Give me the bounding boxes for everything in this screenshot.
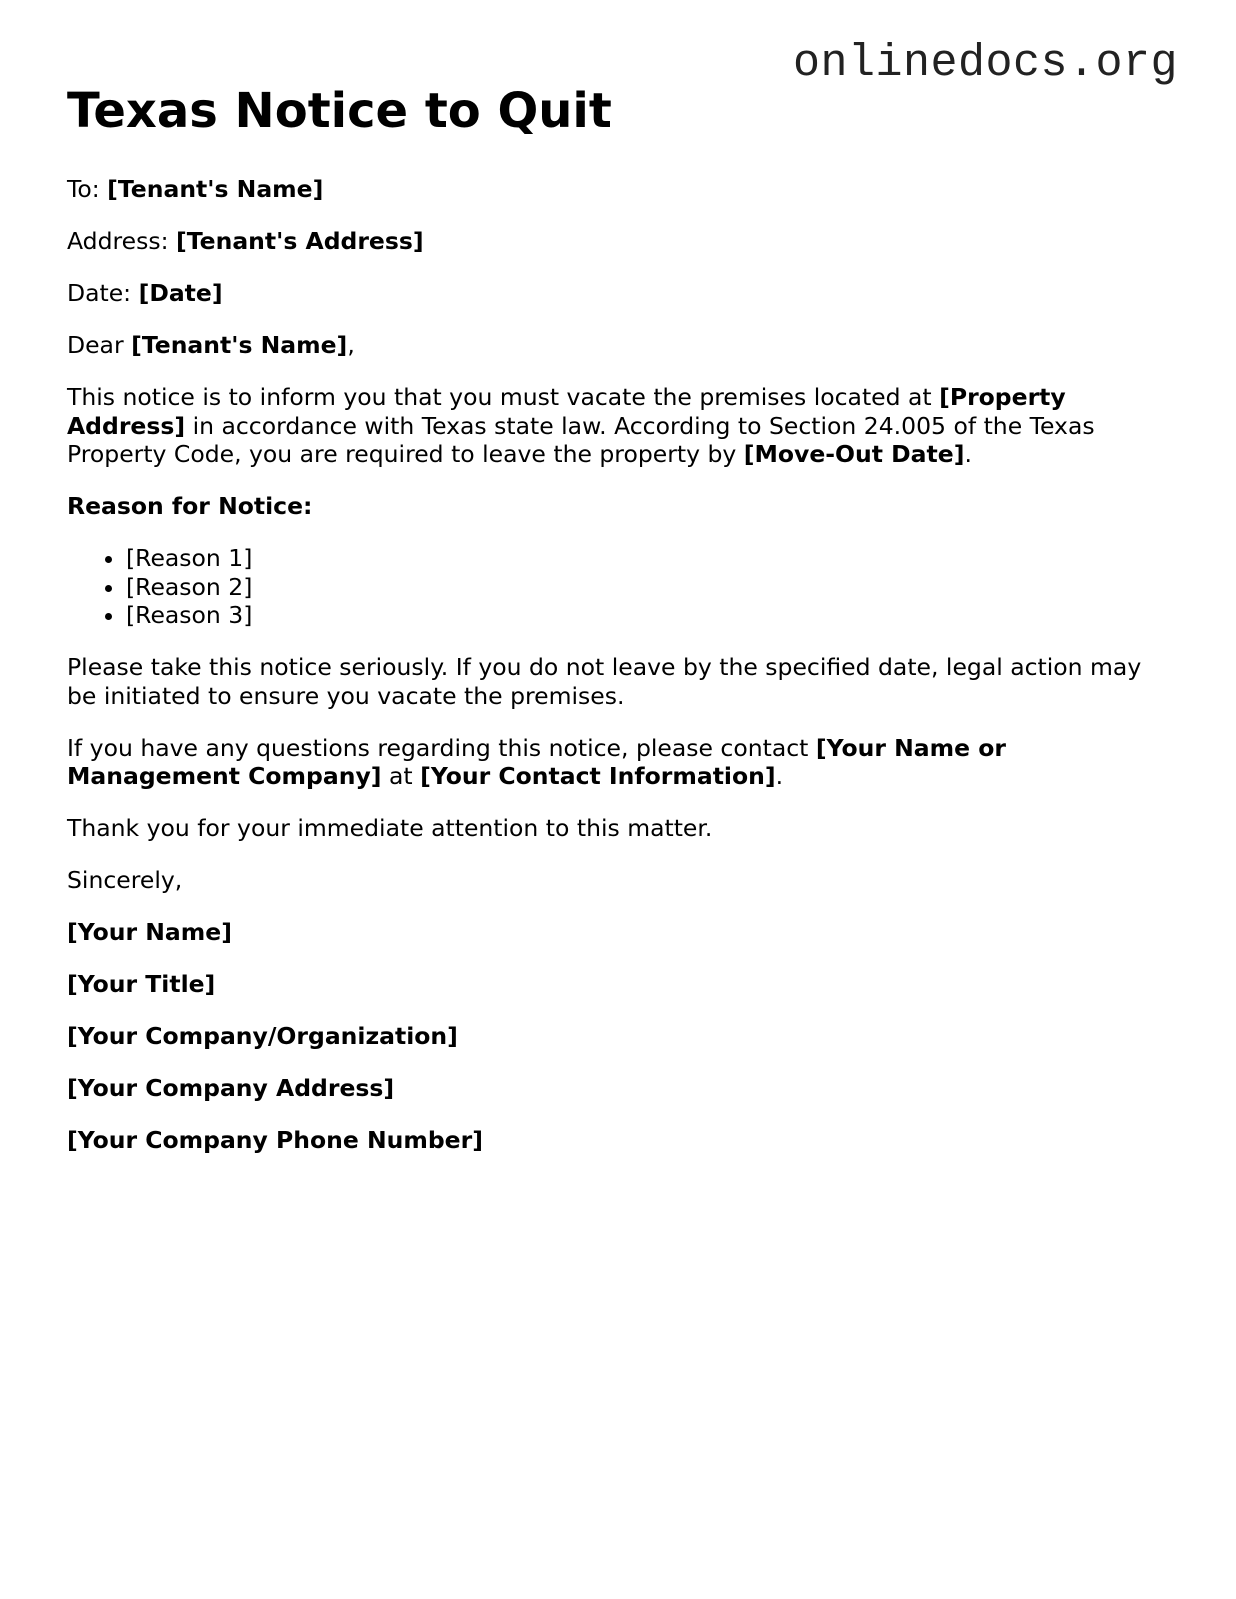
signature-title: [67, 970, 1167, 999]
document-body: [67, 80, 1167, 1178]
watermark: onlinedocs.org: [792, 38, 1178, 89]
list-item: • [Reason 1]: [126, 544, 1167, 573]
signature-phone: [67, 1126, 1167, 1155]
contact-text-3: .: [775, 762, 784, 790]
address-label: Address:: [67, 227, 169, 255]
to-label: To:: [67, 175, 100, 203]
contact-info: [Your Contact Information]: [420, 762, 776, 790]
salutation-suffix: ,: [347, 331, 355, 359]
date-line: [67, 279, 1167, 308]
signature-title-text: [Your Title]: [67, 970, 216, 998]
closing: Sincerely,: [67, 866, 183, 894]
move-out-date: [Move-Out Date]: [743, 440, 965, 468]
warning-paragraph: Please take this notice seriously. If you do not leave by the specified date, legal action may be initiated to ensure you vacate the premises.: [67, 653, 1142, 710]
to-value: [Tenant's Name]: [107, 175, 324, 203]
contact-paragraph: [67, 734, 1167, 791]
notice-text-2: in accordance with Texas state law. According to Section 24.005 of the Texas Property Code, you are required to leave the property by: [67, 411, 1095, 468]
thanks-paragraph: Thank you for your immediate attention to this matter.: [67, 814, 713, 842]
reasons-list: [67, 544, 1167, 630]
date-value: [Date]: [138, 279, 223, 307]
salutation-prefix: Dear: [67, 331, 124, 359]
signature-name: [67, 918, 1167, 947]
contact-name: [Your Name or Management Company]: [67, 733, 1006, 790]
salutation: [67, 331, 1167, 360]
reasons-heading-text: Reason for Notice:: [67, 492, 313, 520]
signature-phone-text: [Your Company Phone Number]: [67, 1126, 483, 1154]
date-label: Date:: [67, 279, 132, 307]
address-line: [67, 227, 1167, 256]
list-item: • [Reason 2]: [126, 573, 1167, 602]
document-title: Texas Notice to Quit: [67, 83, 612, 139]
notice-paragraph: [67, 383, 1167, 469]
signature-company: [67, 1022, 1167, 1051]
property-address: [Property Address]: [67, 383, 1066, 440]
signature-address-text: [Your Company Address]: [67, 1074, 395, 1102]
signature-name-text: [Your Name]: [67, 918, 232, 946]
contact-text-2: at: [389, 762, 413, 790]
reasons-heading: [67, 492, 1167, 521]
to-line: [67, 175, 1167, 204]
signature-company-text: [Your Company/Organization]: [67, 1022, 458, 1050]
list-item: • [Reason 3]: [126, 601, 1167, 630]
contact-text-1: If you have any questions regarding this notice, please contact: [67, 733, 809, 762]
signature-address: [67, 1074, 1167, 1103]
notice-text-1: This notice is to inform you that you must vacate the premises located at: [67, 383, 932, 411]
notice-text-3: .: [964, 440, 972, 468]
address-value: [Tenant's Address]: [176, 227, 424, 255]
salutation-name: [Tenant's Name]: [131, 331, 348, 359]
